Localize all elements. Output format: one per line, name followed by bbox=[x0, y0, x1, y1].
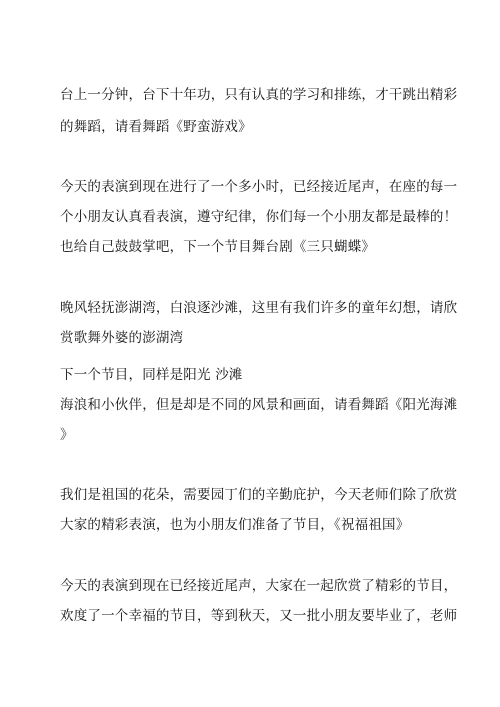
paragraph-3-line-1: 晚风轻抚澎湖湾，白浪逐沙滩，这里有我们许多的童年幻想，请欣 bbox=[60, 300, 458, 316]
paragraph-4-line-2: 海浪和小伙伴，但是却是不同的风景和画面，请看舞蹈《阳光海滩 bbox=[60, 397, 458, 413]
paragraph-6-line-1: 今天的表演到现在已经接近尾声，大家在一起欣赏了精彩的节目， bbox=[60, 578, 458, 594]
paragraph-1-line-1: 台上一分钟，台下十年功，只有认真的学习和排练，才干跳出精彩 bbox=[60, 87, 458, 103]
paragraph-5-line-1: 我们是祖国的花朵，需要园丁们的辛勤庇护，今天老师们除了欣赏 bbox=[60, 487, 458, 503]
paragraph-4-line-1: 下一个节目，同样是阳光 沙滩 bbox=[60, 367, 243, 383]
paragraph-6-line-2: 欢度了一个幸福的节目，等到秋天，又一批小朋友要毕业了，老师 bbox=[60, 608, 458, 624]
paragraph-1-line-2: 的舞蹈，请看舞蹈《野蛮游戏》 bbox=[60, 119, 252, 135]
paragraph-2-line-3: 也给自己鼓鼓掌吧，下一个节目舞台剧《三只蝴蝶》 bbox=[60, 239, 376, 255]
paragraph-4-line-3: 》 bbox=[60, 427, 74, 443]
paragraph-3-line-2: 赏歌舞外婆的澎湖湾 bbox=[60, 330, 184, 346]
paragraph-5-line-2: 大家的精彩表演，也为小朋友们准备了节目，《祝福祖国》 bbox=[60, 517, 410, 533]
paragraph-2-line-1: 今天的表演到现在进行了一个多小时，已经接近尾声，在座的每一 bbox=[60, 179, 458, 195]
paragraph-2-line-2: 个小朋友认真看表演，遵守纪律，你们每一个小朋友都是最棒的！ bbox=[60, 209, 458, 225]
